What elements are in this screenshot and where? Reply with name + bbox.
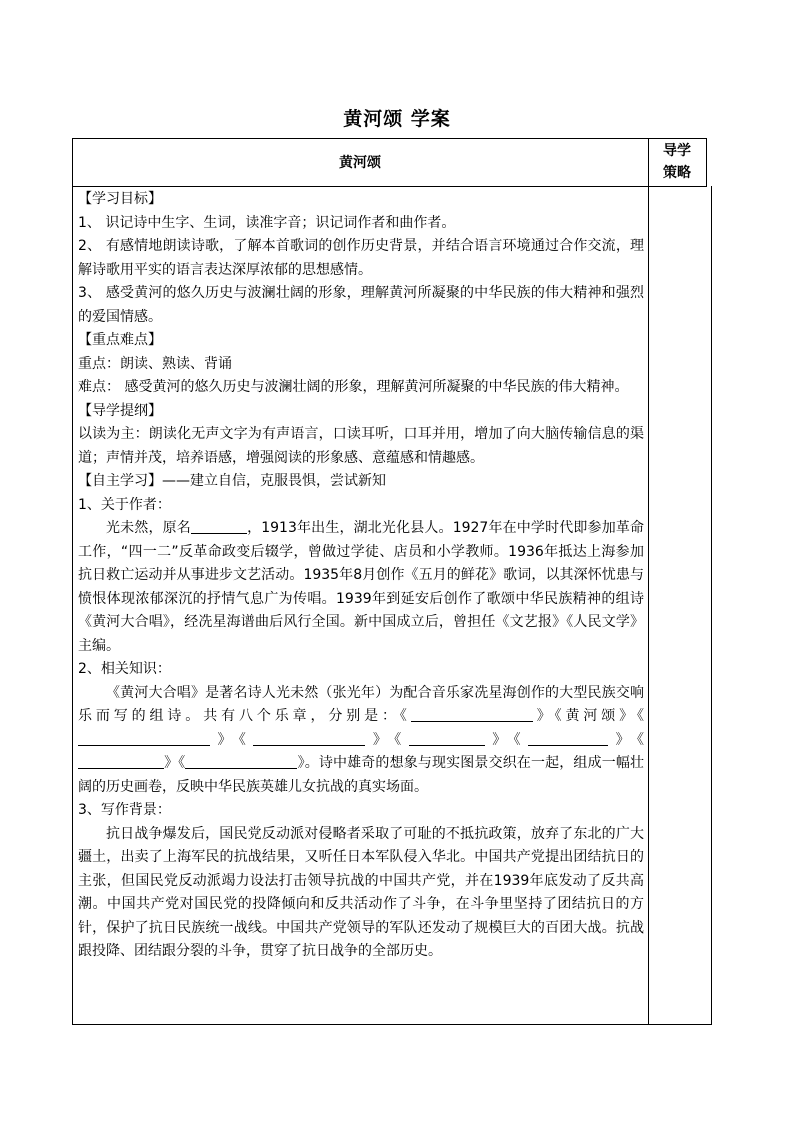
table-border-bottom — [72, 1024, 712, 1025]
goal-1: 1、 识记诗中生字、生词，读准字音；识记词作者和曲作者。 — [78, 214, 456, 231]
guide-heading: 【导学提纲】 — [78, 402, 162, 419]
table-column-divider — [648, 138, 649, 1025]
related-text-end: 》。诗中雄奇的想象与现实图景交织在一起，组成一幅壮阔的历史画卷，反映中华民族英雄儿女抗战的真实场面。 — [78, 755, 645, 795]
table-border-right-header — [706, 138, 707, 187]
related-text-a: 《黄河大合唱》是著名诗人光未然（张光年）为配合音乐家冼星海创作的大型民族交响乐而写的组诗。共有八个乐章，分别是：《 — [78, 684, 644, 724]
self-study-heading: 【自主学习】——建立自信，克服畏惧，尝试新知 — [78, 473, 386, 489]
fill-blank-movement-4[interactable] — [253, 731, 365, 746]
fill-blank-movement-3[interactable] — [78, 731, 210, 746]
related-sep-4: 》《 — [608, 731, 645, 748]
author-text-b: ，1913年出生，湖北光化县人。1927年在中学时代即参加革命工作，“四一二”反革命政变后辍学，曾做过学徒、店员和小学教师。1936年抵达上海参加抗日救亡运动并从事进步文艺活动。1935年8月创作《五月的鲜花》歌词，以其深怀忧患与愤恨体现浓郁深沉的抒情气息广为传唱。1939年到延安后创作了歌颂中华民族精神的组诗《黄河大合唱》，经冼星海谱曲后风行全国。新中国成立后，曾担任《文艺报》《人民文学》主编。 — [78, 520, 644, 654]
related-text-b: 》《黄河颂》《 — [532, 708, 645, 724]
related-heading: 2、相关知识： — [78, 661, 171, 677]
author-text-a: 光未然，原名 — [106, 520, 191, 536]
related-sep-1: 》《 — [210, 731, 254, 748]
fill-blank-movement-7[interactable] — [78, 754, 164, 769]
related-sep-2: 》《 — [365, 731, 409, 748]
header-side-line1: 导学 — [663, 143, 691, 159]
fill-blank-movement-8[interactable] — [185, 754, 297, 769]
related-paragraph — [78, 682, 644, 800]
table-border-right — [711, 186, 712, 1025]
background-heading: 3、写作背景： — [78, 802, 171, 818]
guide-text: 以读为主：朗读化无声文字为有声语言，口读耳听，口耳并用，增加了向大脑传输信息的渠道；声情并茂，培养语感，增强阅读的形象感、意蕴感和情趣感。 — [78, 426, 644, 466]
goals-heading: 【学习目标】 — [78, 191, 162, 207]
goal-3: 3、 感受黄河的悠久历史与波澜壮阔的形象，理解黄河所凝聚的中华民族的伟大精神和强烈的爱国情感。 — [78, 285, 644, 325]
fill-blank-movement-5[interactable] — [409, 731, 485, 746]
key-point: 重点：朗读、熟读、背诵 — [78, 355, 232, 372]
header-side-line2: 策略 — [663, 165, 691, 181]
background-paragraph: 抗日战争爆发后，国民党反动派对侵略者采取了可耻的不抵抗政策，放弃了东北的广大疆土，出卖了上海军民的抗战结果，又听任日本军队侵入华北。中国共产党提出团结抗日的主张，但国民党反动派竭力设法打击领导抗战的中国共产党，并在1939年底发动了反共高潮。中国共产党对国民党的投降倾向和反共活动作了斗争，在斗争里坚持了团结抗日的方针，保护了抗日民族统一战线。中国共产党领导的军队还发动了规模巨大的百团大战。抗战跟投降、团结跟分裂的斗争，贯穿了抗日战争的全部历史。 — [78, 825, 644, 959]
table-header-side — [648, 138, 706, 186]
author-paragraph — [78, 517, 644, 658]
difficulty: 难点： 感受黄河的悠久历史与波澜壮阔的形象，理解黄河所凝聚的中华民族的伟大精神。 — [78, 379, 629, 395]
table-header-main: 黄河颂 — [339, 155, 381, 171]
fill-blank-movement-1[interactable] — [411, 707, 533, 722]
related-sep-3: 》《 — [484, 731, 529, 748]
related-sep-5: 》《 — [164, 755, 186, 771]
author-heading: 1、关于作者： — [78, 496, 171, 513]
fill-blank-original-name[interactable] — [191, 519, 247, 534]
main-content — [78, 188, 644, 964]
fill-blank-movement-6[interactable] — [528, 731, 608, 746]
table-border-left — [72, 138, 73, 1025]
goal-2: 2、 有感情地朗读诗歌，了解本首歌词的创作历史背景，并结合语言环境通过合作交流，理解诗歌用平实的语言表达深厚浓郁的思想感情。 — [78, 238, 644, 278]
page-title: 黄河颂 学案 — [343, 108, 451, 130]
key-heading: 【重点难点】 — [78, 332, 162, 348]
table-header-divider — [72, 186, 706, 187]
